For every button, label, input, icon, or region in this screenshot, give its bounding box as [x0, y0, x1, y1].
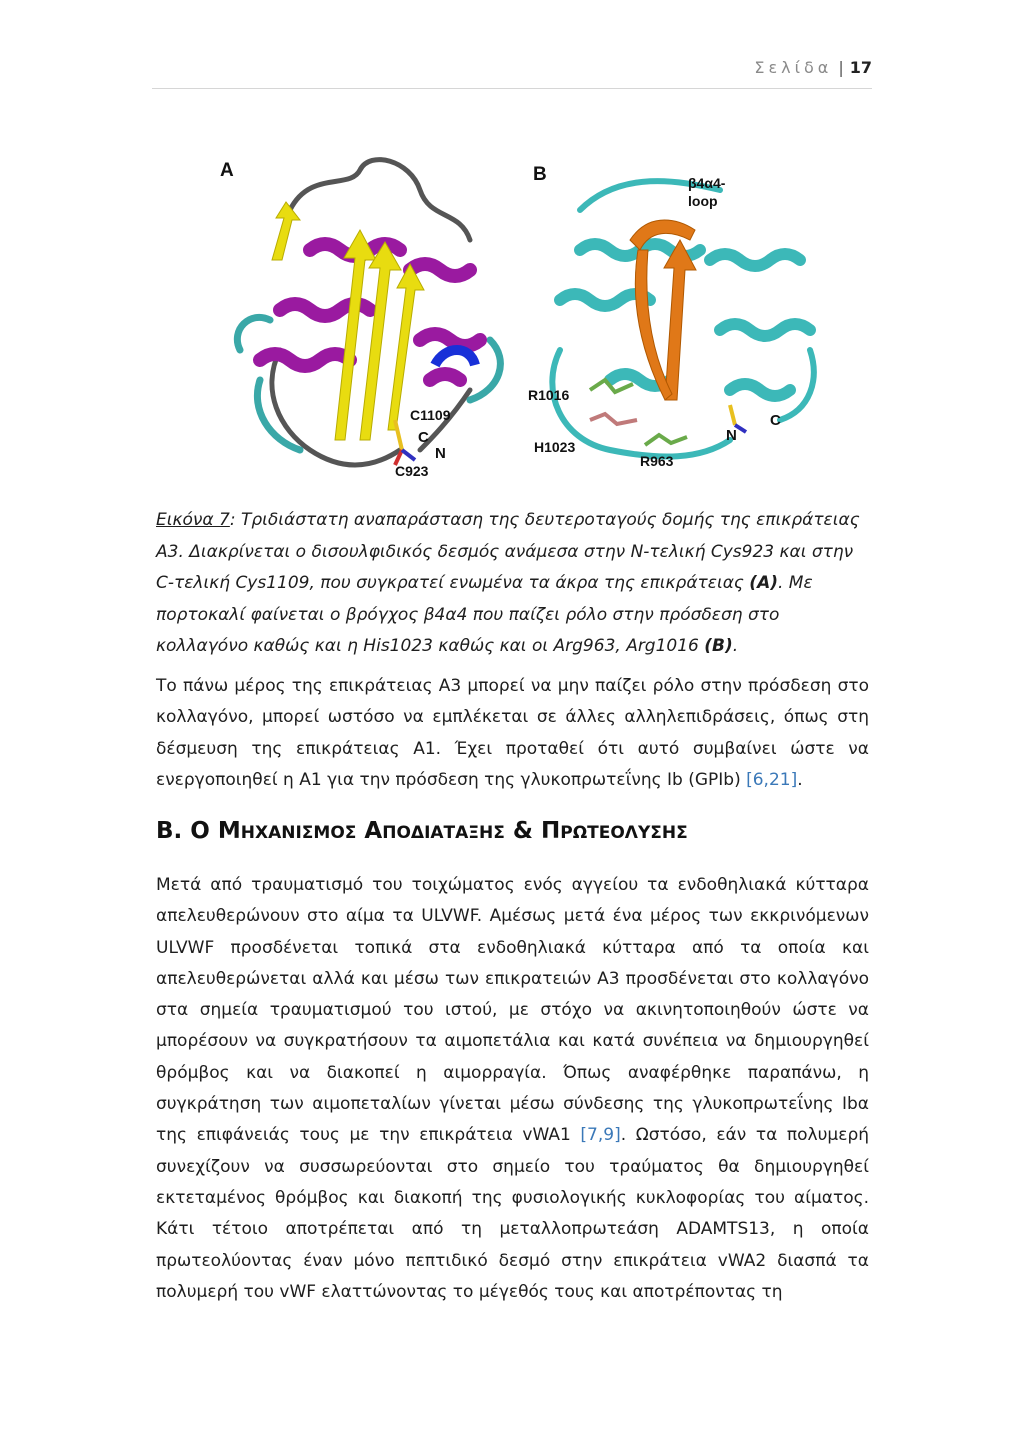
caption-text-3: . — [732, 636, 739, 657]
panel-b-structure — [520, 150, 840, 490]
header-separator: | — [838, 58, 844, 77]
citation-6-21[interactable]: [6,21] — [746, 769, 798, 790]
panel-a-structure — [220, 150, 520, 490]
caption-bold-b: (B) — [704, 636, 733, 657]
label-n-b: N — [726, 427, 737, 444]
page-number: 17 — [849, 58, 872, 77]
label-c-a: C — [418, 429, 429, 446]
label-c-b: C — [770, 412, 781, 429]
caption-text-2: . Με πορτοκαλί φαίνεται ο βρόγχος β4α4 που παίζει ρόλο στην πρόσδεση στο κολλαγόνο καθώς και η His1023 καθώς και οι Arg963, Arg1016 — [156, 573, 813, 657]
heading-word-2-rest: ΗΧΑΝΙΣΜΟΣ — [240, 823, 357, 843]
heading-word-4-cap: Π — [540, 818, 561, 844]
paragraph-2-text-1: Μετά από τραυματισμό του τοιχώματος ενός αγγείου τα ενδοθηλιακά κύτταρα απελευθερώνουν στο αίμα τα ULVWF. Αμέσως μετά ένα μέρος των εκκρινόμενων ULVWF προσδένεται τοπικά στα ενδοθηλιακά κύτταρα από τα οποία και απελευθερώνεται αλλά και μέσω των επικρατειών A3 προσδένεται στο κολλαγόνο στα σημεία τραυματισμού του ιστού, με στόχο να ακινητοποιηθούν ώστε να μπορέσουν να συγκρατήσουν τα αιμοπετάλια και κατά συνέπεια να δημιουργηθεί θρόμβος και να διακοπεί η αιμορραγία. Όπως αναφέρθηκε παραπάνω, η συγκράτηση των αιμοπεταλίων γίνεται μέσω σύνδεσης της γλυκοπρωτεΐνης Ibα της επιφάνειάς τους με την επικράτεια vWA1 — [156, 875, 869, 1146]
citation-7-9[interactable]: [7,9] — [580, 1125, 621, 1146]
heading-word-3-rest: ΠΟΔΙΑΤΑΞΗΣ — [382, 823, 505, 843]
figure-ref: Εικόνα 7 — [156, 510, 230, 530]
paragraph-2 — [156, 870, 869, 1308]
heading-word-2-cap: Μ — [217, 818, 241, 844]
section-heading — [156, 818, 688, 844]
label-r963: R963 — [640, 453, 674, 469]
panel-a-label: A — [220, 160, 234, 181]
label-h1023: H1023 — [534, 439, 576, 455]
paragraph-2-text-2: . Ωστόσο, εάν τα πολυμερή συνεχίζουν να συσσωρεύονται στο σημείο του τραύματος θα δημιουργηθεί εκτεταμένος θρόμβος και διακοπή της φυσιολογικής κυκλοφορίας του αίματος. Κάτι τέτοιο αποτρέπεται από τη μεταλλοπρωτεάση ADAMTS13, η οποία πρωτεολύοντας έναν μόνο πεπτιδικό δεσμό στην επικράτεια vWA2 διασπά τα πολυμερή του vWF ελαττώνοντας το μέγεθός τους και αποτρέποντας τη — [156, 1125, 870, 1302]
heading-word-3-cap: Α — [364, 818, 383, 844]
heading-ampersand: & — [512, 818, 533, 844]
blue-loop-a — [435, 350, 475, 365]
page-label: Σελίδα — [754, 58, 833, 77]
page-header — [152, 58, 872, 89]
disulfide-a — [395, 420, 415, 465]
caption-bold-a: (A) — [749, 573, 778, 594]
label-n-a: N — [435, 445, 446, 462]
protein-structure-figure — [200, 150, 840, 490]
paragraph-1-end: . — [797, 769, 803, 790]
label-r1016: R1016 — [528, 387, 570, 403]
paragraph-1 — [156, 671, 869, 796]
figure-caption — [156, 505, 876, 663]
label-c923: C923 — [395, 463, 429, 479]
sheets-a — [272, 202, 424, 440]
label-loop-2: loop — [688, 193, 718, 209]
panel-b-label: B — [533, 164, 547, 185]
label-c1109: C1109 — [410, 407, 451, 423]
heading-word-4-rest: ΡΩΤΕΟΛΥΣΗΣ — [560, 823, 688, 843]
label-loop-1: β4α4- — [688, 175, 726, 191]
caption-text-1: : Τριδιάστατη αναπαράσταση της δευτεροταγούς δομής της επικράτειας A3. Διακρίνεται ο δισουλφιδικός δεσμός ανάμεσα στην N-τελική Cys923 και στην C-τελική Cys1109, που συγκρατεί ενωμένα τα άκρα της επικράτειας — [156, 510, 860, 594]
heading-word-1: Ο — [190, 818, 210, 844]
section-number: B. — [156, 818, 183, 844]
paragraph-1-text: Το πάνω μέρος της επικράτειας A3 μπορεί να μην παίζει ρόλο στην πρόσδεση στο κολλαγόνο, μπορεί ωστόσο να εμπλέκεται σε άλλες αλληλεπιδράσεις, όπως στη δέσμευση της επικράτειας A1. Έχει προταθεί ότι αυτό συμβαίνει ώστε να ενεργοποιηθεί η A1 για την πρόσδεση της γλυκοπρωτεΐνης Ib (GPIb) — [156, 676, 869, 790]
